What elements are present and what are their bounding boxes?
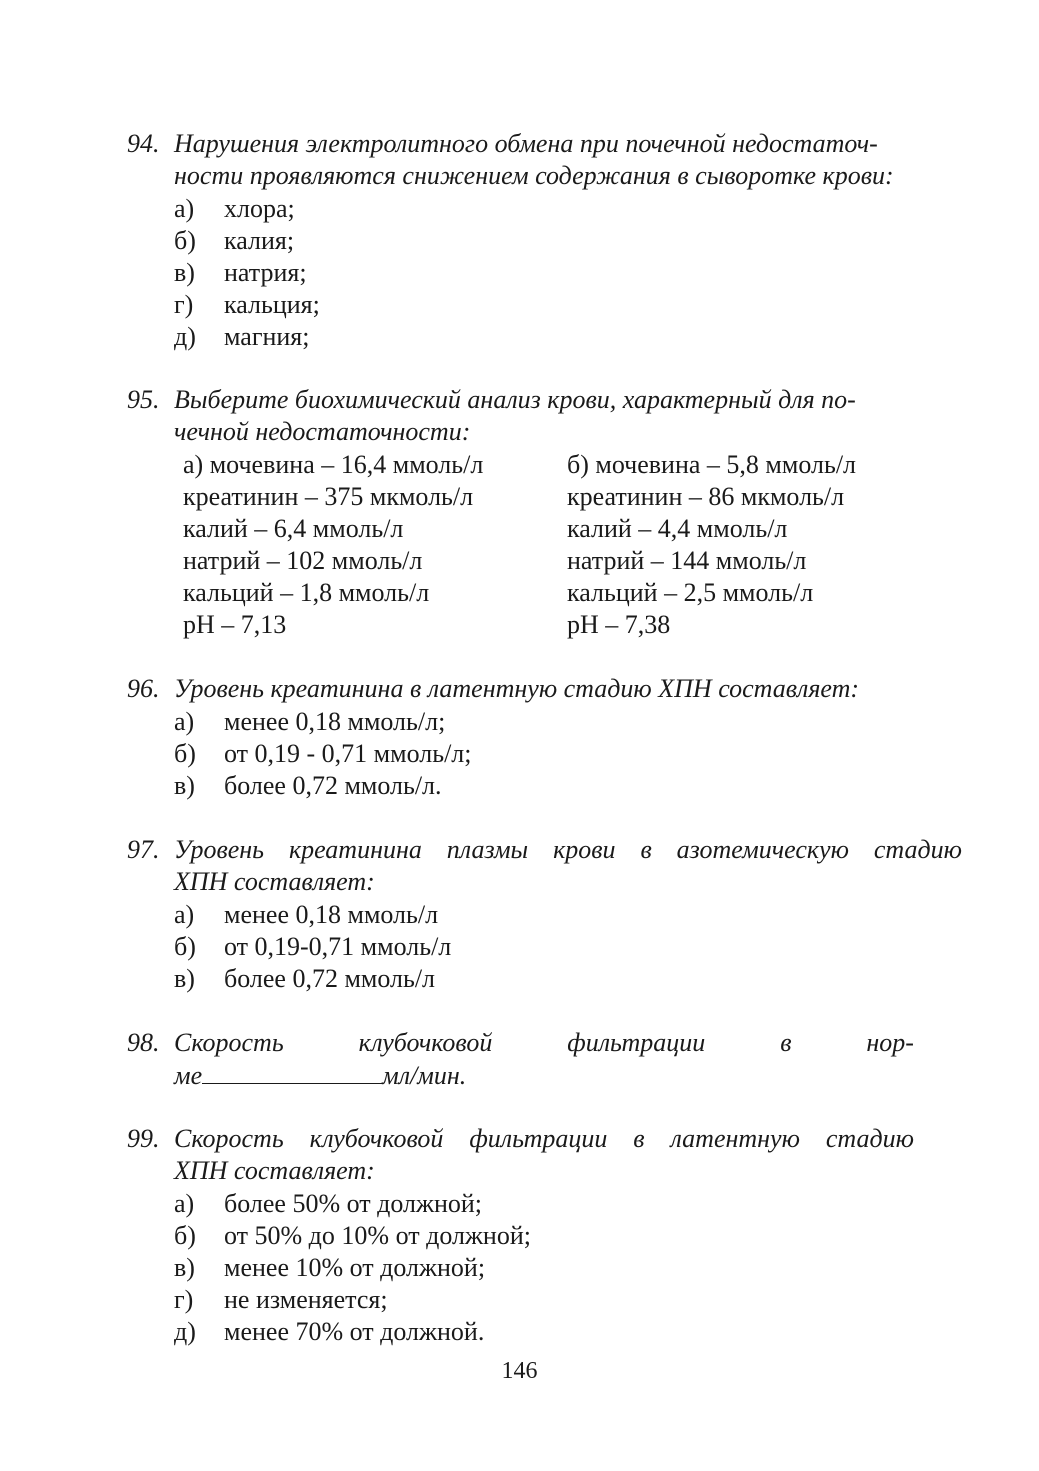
- question-text: Выберите биохимический анализ крови, характерный для по-: [174, 385, 856, 414]
- analysis-line: а) мочевина – 16,4 ммоль/л: [183, 450, 484, 479]
- question-text-continued: ХПН составляет:: [174, 867, 375, 896]
- analysis-line: калий – 6,4 ммоль/л: [183, 514, 404, 543]
- answer-option: б) от 0,19 - 0,71 ммоль/л;: [174, 739, 472, 768]
- analysis-line: pH – 7,13: [183, 610, 287, 639]
- question-number: 99.: [127, 1124, 160, 1153]
- analysis-line: калий – 4,4 ммоль/л: [567, 514, 788, 543]
- question-text-continued: ме мл/мин.: [174, 1061, 467, 1090]
- answer-option: д) менее 70% от должной.: [174, 1317, 485, 1346]
- question-number: 98.: [127, 1028, 160, 1057]
- question-text: Уровень креатинина плазмы крови в азотемическую стадию: [174, 835, 962, 864]
- answer-option: а) хлора;: [174, 194, 295, 223]
- answer-option: д) магния;: [174, 322, 310, 351]
- page-number: 146: [501, 1358, 538, 1384]
- answer-option: г) не изменяется;: [174, 1285, 388, 1314]
- question-text: Уровень креатинина в латентную стадию ХПН составляет:: [174, 674, 860, 703]
- answer-option: б) от 50% до 10% от должной;: [174, 1221, 531, 1250]
- answer-option: а) менее 0,18 ммоль/л: [174, 900, 439, 929]
- answer-option: а) более 50% от должной;: [174, 1189, 482, 1218]
- analysis-line: кальций – 1,8 ммоль/л: [183, 578, 430, 607]
- analysis-line: кальций – 2,5 ммоль/л: [567, 578, 814, 607]
- answer-option: б) от 0,19-0,71 ммоль/л: [174, 932, 452, 961]
- analysis-line: креатинин – 375 мкмоль/л: [183, 482, 474, 511]
- answer-option: б) калия;: [174, 226, 295, 255]
- answer-option: а) менее 0,18 ммоль/л;: [174, 707, 446, 736]
- question-number: 97.: [127, 835, 160, 864]
- answer-blank[interactable]: [202, 1059, 382, 1084]
- question-text-continued: чечной недостаточности:: [174, 417, 471, 446]
- analysis-line: натрий – 144 ммоль/л: [567, 546, 807, 575]
- answer-option: в) более 0,72 ммоль/л.: [174, 771, 442, 800]
- analysis-line: pH – 7,38: [567, 610, 671, 639]
- question-number: 95.: [127, 385, 160, 414]
- analysis-line: креатинин – 86 мкмоль/л: [567, 482, 845, 511]
- question-text: Нарушения электролитного обмена при почечной недостаточ-: [174, 129, 878, 158]
- answer-option: в) менее 10% от должной;: [174, 1253, 486, 1282]
- question-text: Скорость клубочковой фильтрации в нор-: [174, 1028, 914, 1057]
- question-number: 96.: [127, 674, 160, 703]
- analysis-line: натрий – 102 ммоль/л: [183, 546, 423, 575]
- answer-option: в) более 0,72 ммоль/л: [174, 964, 436, 993]
- answer-option: г) кальция;: [174, 290, 320, 319]
- question-number: 94.: [127, 129, 160, 158]
- answer-option: в) натрия;: [174, 258, 307, 287]
- question-text-continued: ХПН составляет:: [174, 1156, 375, 1185]
- analysis-line: б) мочевина – 5,8 ммоль/л: [567, 450, 857, 479]
- question-text-continued: ности проявляются снижением содержания в сыворотке крови:: [174, 161, 894, 190]
- question-text: Скорость клубочковой фильтрации в латентную стадию: [174, 1124, 914, 1153]
